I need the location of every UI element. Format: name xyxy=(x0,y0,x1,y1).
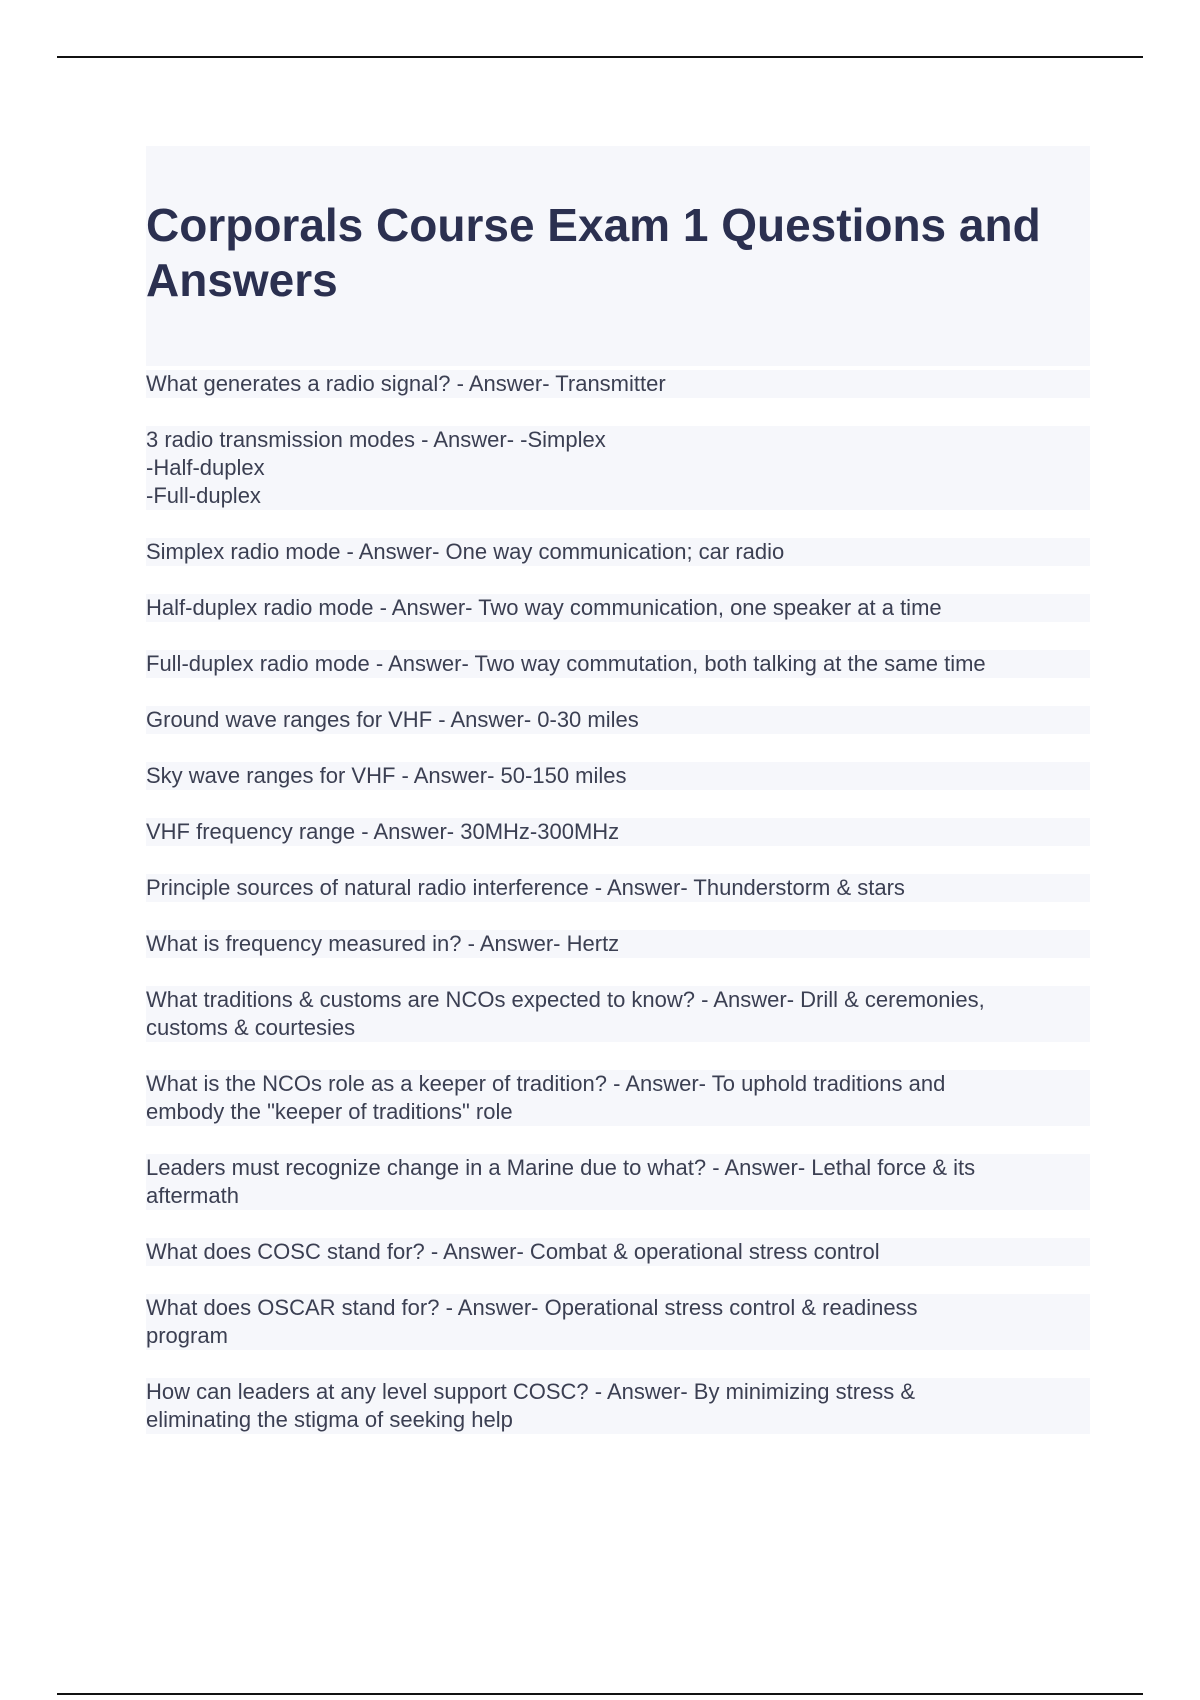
title-block xyxy=(146,146,1090,366)
qa-list xyxy=(146,366,1090,1434)
qa-line: How can leaders at any level support COSC? - Answer- By minimizing stress & xyxy=(146,1378,1090,1406)
qa-line: Principle sources of natural radio interference - Answer- Thunderstorm & stars xyxy=(146,874,1090,902)
qa-item xyxy=(146,1154,1090,1210)
qa-line: -Full-duplex xyxy=(146,482,1090,510)
qa-item xyxy=(146,1378,1090,1434)
qa-line: 3 radio transmission modes - Answer- -Simplex xyxy=(146,426,1090,454)
qa-line: What is frequency measured in? - Answer- Hertz xyxy=(146,930,1090,958)
bottom-rule xyxy=(57,1693,1143,1695)
qa-item xyxy=(146,706,1090,734)
qa-line: Simplex radio mode - Answer- One way communication; car radio xyxy=(146,538,1090,566)
qa-item xyxy=(146,538,1090,566)
qa-item xyxy=(146,762,1090,790)
qa-item xyxy=(146,986,1090,1042)
qa-line: customs & courtesies xyxy=(146,1014,1090,1042)
qa-line: Full-duplex radio mode - Answer- Two way commutation, both talking at the same time xyxy=(146,650,1090,678)
qa-item xyxy=(146,650,1090,678)
qa-item xyxy=(146,818,1090,846)
qa-item xyxy=(146,594,1090,622)
qa-line: What generates a radio signal? - Answer- Transmitter xyxy=(146,370,1090,398)
qa-line: Half-duplex radio mode - Answer- Two way communication, one speaker at a time xyxy=(146,594,1090,622)
qa-line: program xyxy=(146,1322,1090,1350)
qa-item xyxy=(146,930,1090,958)
title-line-2: Answers xyxy=(146,254,338,306)
qa-item xyxy=(146,1238,1090,1266)
qa-line: embody the "keeper of traditions" role xyxy=(146,1098,1090,1126)
qa-line: eliminating the stigma of seeking help xyxy=(146,1406,1090,1434)
qa-line: What traditions & customs are NCOs expected to know? - Answer- Drill & ceremonies, xyxy=(146,986,1090,1014)
qa-item xyxy=(146,426,1090,510)
qa-line: What does OSCAR stand for? - Answer- Operational stress control & readiness xyxy=(146,1294,1090,1322)
qa-item xyxy=(146,1294,1090,1350)
qa-item xyxy=(146,370,1090,398)
qa-line: VHF frequency range - Answer- 30MHz-300MHz xyxy=(146,818,1090,846)
qa-line: What is the NCOs role as a keeper of tradition? - Answer- To uphold traditions and xyxy=(146,1070,1090,1098)
title-line-1: Corporals Course Exam 1 Questions and xyxy=(146,199,1041,251)
qa-item xyxy=(146,1070,1090,1126)
qa-line: Ground wave ranges for VHF - Answer- 0-30 miles xyxy=(146,706,1090,734)
qa-line: -Half-duplex xyxy=(146,454,1090,482)
qa-line: What does COSC stand for? - Answer- Combat & operational stress control xyxy=(146,1238,1090,1266)
top-rule xyxy=(57,56,1143,58)
qa-line: Leaders must recognize change in a Marine due to what? - Answer- Lethal force & its xyxy=(146,1154,1090,1182)
qa-item xyxy=(146,874,1090,902)
document-title xyxy=(146,198,1090,308)
qa-line: aftermath xyxy=(146,1182,1090,1210)
qa-line: Sky wave ranges for VHF - Answer- 50-150 miles xyxy=(146,762,1090,790)
